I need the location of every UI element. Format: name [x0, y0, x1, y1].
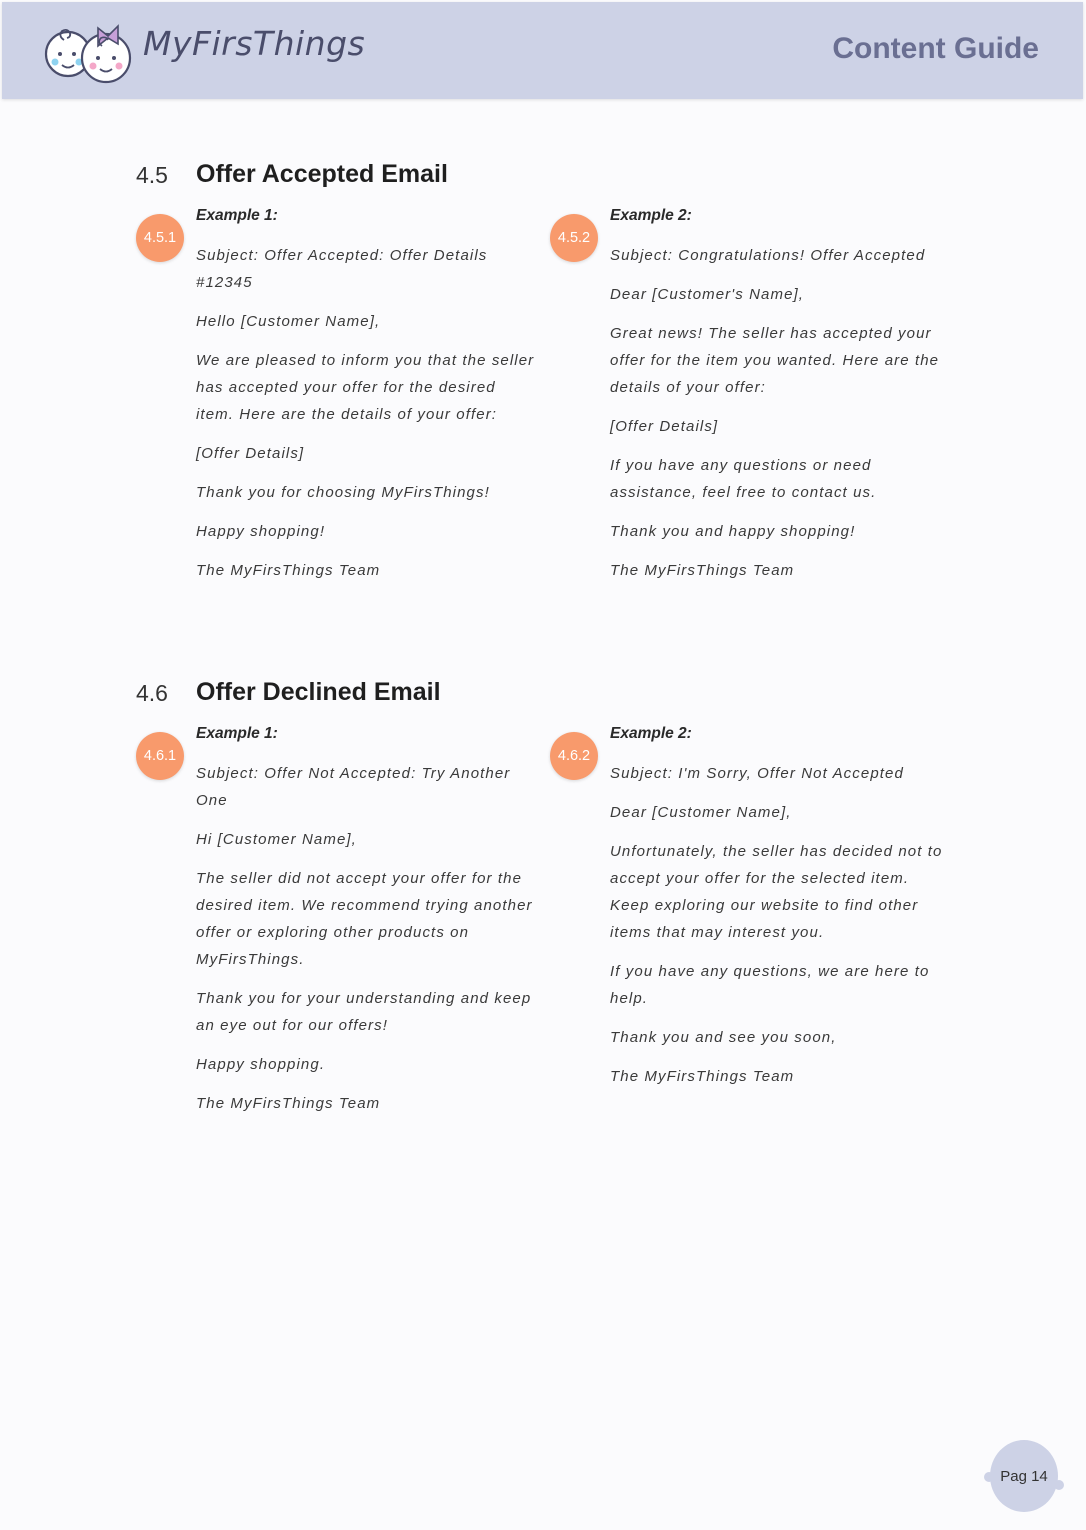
email-paragraph: Subject: Offer Not Accepted: Try Another One	[196, 765, 511, 809]
email-paragraph: Dear [Customer Name],	[610, 804, 792, 821]
email-paragraph: Hi [Customer Name],	[196, 831, 357, 848]
page-title: Content Guide	[832, 32, 1039, 65]
example-badge: 4.5.2	[550, 214, 598, 262]
email-paragraph: The MyFirsThings Team	[196, 1095, 381, 1112]
page-number-badge	[990, 1440, 1058, 1512]
email-paragraph: The MyFirsThings Team	[610, 1068, 795, 1085]
section-number: 4.5	[136, 162, 168, 188]
email-paragraph: Thank you for your understanding and keep an eye out for our offers!	[196, 990, 532, 1034]
email-paragraph: Dear [Customer's Name],	[610, 286, 805, 303]
email-paragraph: Happy shopping.	[196, 1056, 326, 1073]
example-label: Example 1:	[196, 207, 278, 224]
email-paragraph: Unfortunately, the seller has decided not to accept your offer for the selected item. Keep exploring our website to find other items that may interest you.	[610, 843, 943, 941]
email-paragraph: The MyFirsThings Team	[196, 562, 381, 579]
example-badge: 4.6.2	[550, 732, 598, 780]
baby-faces-logo-icon	[42, 18, 136, 86]
email-paragraph: Thank you and see you soon,	[610, 1029, 837, 1046]
email-paragraph: [Offer Details]	[196, 445, 305, 462]
document-page	[2, 2, 1083, 1528]
example-badge: 4.6.1	[136, 732, 184, 780]
email-paragraph: Thank you for choosing MyFirsThings!	[196, 484, 490, 501]
email-paragraph: Subject: Congratulations! Offer Accepted	[610, 247, 926, 264]
email-paragraph: Subject: I'm Sorry, Offer Not Accepted	[610, 765, 904, 782]
brand-name: MyFirsThings	[143, 24, 366, 63]
email-paragraph: Happy shopping!	[196, 523, 326, 540]
example-badge: 4.5.1	[136, 214, 184, 262]
email-paragraph: The seller did not accept your offer for the desired item. We recommend trying another offer or exploring other products on MyFirsThings.	[196, 870, 533, 968]
email-paragraph: If you have any questions, we are here to help.	[610, 963, 930, 1007]
example-label: Example 2:	[610, 207, 692, 224]
email-paragraph: We are pleased to inform you that the seller has accepted your offer for the desired item. Here are the details of your offer:	[196, 352, 535, 423]
page-number: Pag 14	[1000, 1467, 1048, 1485]
section-number: 4.6	[136, 680, 168, 706]
example-label: Example 1:	[196, 725, 278, 742]
page-header	[2, 2, 1083, 99]
email-paragraph: Hello [Customer Name],	[196, 313, 381, 330]
section-title: Offer Accepted Email	[196, 160, 448, 188]
email-paragraph: If you have any questions or need assistance, feel free to contact us.	[610, 457, 877, 501]
email-paragraph: Great news! The seller has accepted your offer for the item you wanted. Here are the details of your offer:	[610, 325, 940, 396]
email-paragraph: Thank you and happy shopping!	[610, 523, 856, 540]
section-title: Offer Declined Email	[196, 678, 441, 706]
email-paragraph: Subject: Offer Accepted: Offer Details #12345	[196, 247, 488, 291]
email-paragraph: [Offer Details]	[610, 418, 719, 435]
example-label: Example 2:	[610, 725, 692, 742]
email-paragraph: The MyFirsThings Team	[610, 562, 795, 579]
